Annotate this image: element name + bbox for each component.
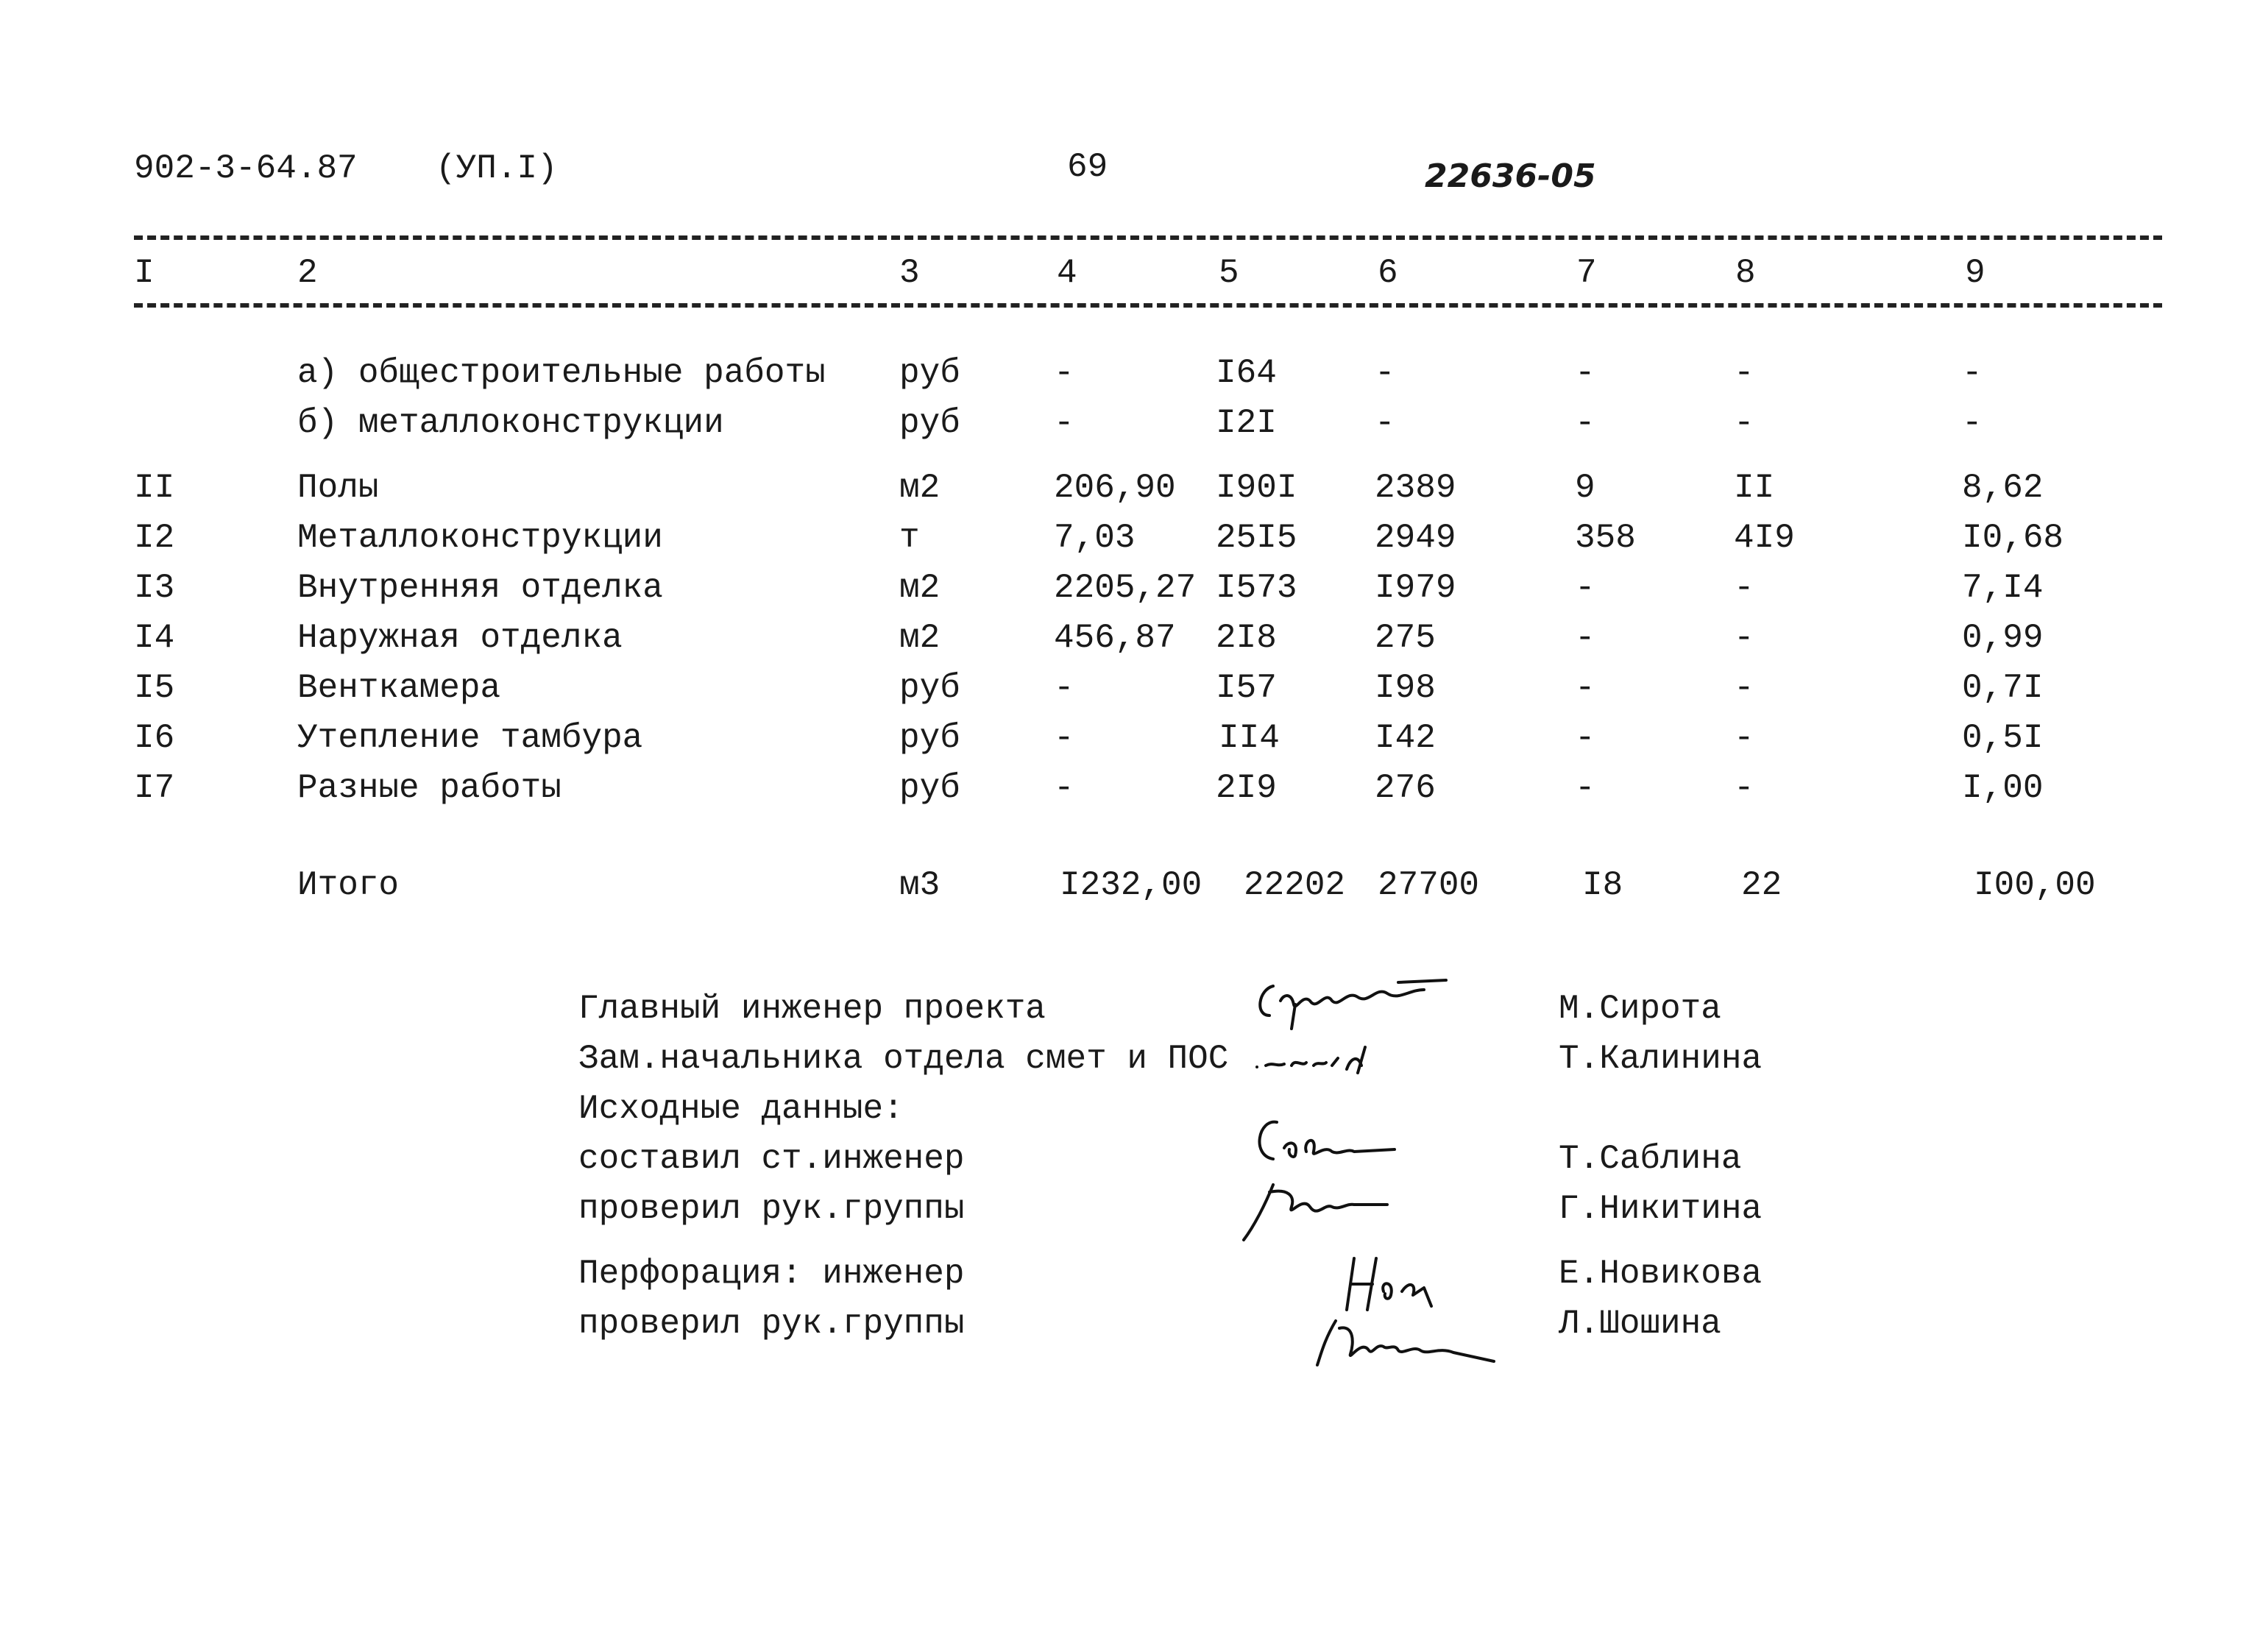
value-col8: - [1734, 354, 1754, 392]
quantity: 2205,27 [1054, 569, 1197, 607]
signature-kalinina [1251, 1036, 1398, 1080]
unit: т [899, 519, 920, 557]
document-code: 902-3-64.87 [134, 149, 358, 188]
row-number: I5 [134, 669, 175, 707]
cost-col6: I979 [1375, 569, 1456, 607]
signature-novikova [1332, 1251, 1464, 1317]
signatory-name: Е.Новикова [1559, 1255, 1763, 1293]
unit: м2 [899, 619, 941, 657]
value-col7: 358 [1575, 519, 1636, 557]
work-name: Наружная отделка [297, 619, 623, 657]
signature-sablina [1244, 1111, 1420, 1177]
work-name: Внутренняя отделка [297, 569, 663, 607]
signature-role: Главный инженер проекта [578, 990, 1046, 1028]
cost-col5: II4 [1219, 719, 1280, 757]
value-col8: - [1734, 669, 1754, 707]
work-name: Утепление тамбура [297, 719, 643, 757]
signature-role: Зам.начальника отдела смет и ПОС [578, 1040, 1229, 1078]
table-top-rule [134, 235, 2162, 240]
total-cost-col6: 27700 [1378, 866, 1480, 904]
work-name: а) общестроительные работы [297, 354, 826, 392]
column-number-4: 4 [1057, 254, 1077, 292]
value-col7: - [1575, 719, 1595, 757]
value-col8: - [1734, 404, 1754, 442]
total-value-col7: I8 [1582, 866, 1623, 904]
signature-sirota [1251, 971, 1457, 1030]
percent: I0,68 [1962, 519, 2064, 557]
cost-col6: I98 [1375, 669, 1436, 707]
row-number: I3 [134, 569, 175, 607]
value-col7: 9 [1575, 469, 1595, 507]
cost-col6: - [1375, 354, 1395, 392]
work-name: Металлоконструкции [297, 519, 663, 557]
total-unit: м3 [899, 866, 941, 904]
percent: I,00 [1962, 769, 2044, 807]
cost-col6: 2389 [1375, 469, 1456, 507]
cost-col5: 2I9 [1216, 769, 1277, 807]
work-name: б) металлоконструкции [297, 404, 724, 442]
value-col7: - [1575, 354, 1595, 392]
total-percent: I00,00 [1974, 866, 2096, 904]
work-name: Венткамера [297, 669, 501, 707]
percent: 7,I4 [1962, 569, 2044, 607]
row-number: II [134, 469, 175, 507]
value-col7: - [1575, 769, 1595, 807]
percent: 0,7I [1962, 669, 2044, 707]
row-number: I4 [134, 619, 175, 657]
signature-role: проверил рук.группы [578, 1190, 965, 1228]
signature-shoshina [1310, 1310, 1501, 1376]
value-col8: - [1734, 569, 1754, 607]
cost-col6: 2949 [1375, 519, 1456, 557]
quantity: - [1054, 354, 1074, 392]
value-col7: - [1575, 404, 1595, 442]
quantity: - [1054, 669, 1074, 707]
cost-col5: 2I8 [1216, 619, 1277, 657]
value-col8: 4I9 [1734, 519, 1795, 557]
column-number-7: 7 [1576, 254, 1597, 292]
quantity: 7,03 [1054, 519, 1136, 557]
quantity: - [1054, 769, 1074, 807]
unit: руб [899, 769, 960, 807]
total-value-col8: 22 [1741, 866, 1782, 904]
cost-col5: I64 [1216, 354, 1277, 392]
cost-col6: 275 [1375, 619, 1436, 657]
cost-col5: I90I [1216, 469, 1297, 507]
value-col8: - [1734, 719, 1754, 757]
unit: руб [899, 719, 960, 757]
column-number-3: 3 [899, 254, 920, 292]
percent: - [1962, 354, 1983, 392]
cost-col6: I42 [1375, 719, 1436, 757]
cost-col5: I2I [1216, 404, 1277, 442]
column-number-1: I [134, 254, 155, 292]
column-number-6: 6 [1378, 254, 1398, 292]
total-cost-col5: 22202 [1244, 866, 1346, 904]
unit: м2 [899, 569, 941, 607]
signature-role: составил ст.инженер [578, 1140, 965, 1178]
total-quantity: I232,00 [1060, 866, 1202, 904]
signature-role: проверил рук.группы [578, 1305, 965, 1343]
cost-col5: I57 [1216, 669, 1277, 707]
signature-nikitina [1236, 1174, 1406, 1247]
cost-col5: I573 [1216, 569, 1297, 607]
value-col7: - [1575, 669, 1595, 707]
value-col8: - [1734, 769, 1754, 807]
inventory-number: 22636-05 [1425, 157, 1596, 195]
work-name: Разные работы [297, 769, 562, 807]
album-label: (УП.I) [436, 149, 558, 188]
row-number: I6 [134, 719, 175, 757]
row-number: I2 [134, 519, 175, 557]
column-number-5: 5 [1219, 254, 1239, 292]
cost-col6: 276 [1375, 769, 1436, 807]
unit: руб [899, 404, 960, 442]
percent: 0,99 [1962, 619, 2044, 657]
unit: руб [899, 669, 960, 707]
column-number-9: 9 [1965, 254, 1986, 292]
percent: - [1962, 404, 1983, 442]
value-col7: - [1575, 619, 1595, 657]
column-number-8: 8 [1735, 254, 1756, 292]
work-name: Полы [297, 469, 379, 507]
signatory-name: Т.Саблина [1559, 1140, 1742, 1178]
unit: м2 [899, 469, 941, 507]
page-number: 69 [1067, 148, 1108, 186]
row-number: I7 [134, 769, 175, 807]
unit: руб [899, 354, 960, 392]
table-header-rule [134, 303, 2162, 308]
signatory-name: М.Сирота [1559, 990, 1721, 1028]
quantity: - [1054, 404, 1074, 442]
signatory-name: Г.Никитина [1559, 1190, 1763, 1228]
value-col7: - [1575, 569, 1595, 607]
quantity: - [1054, 719, 1074, 757]
percent: 8,62 [1962, 469, 2044, 507]
signature-role: Перфорация: инженер [578, 1255, 965, 1293]
cost-col6: - [1375, 404, 1395, 442]
column-number-2: 2 [297, 254, 318, 292]
value-col8: II [1734, 469, 1775, 507]
percent: 0,5I [1962, 719, 2044, 757]
signatory-name: Т.Калинина [1559, 1040, 1763, 1078]
quantity: 206,90 [1054, 469, 1176, 507]
signature-role: Исходные данные: [578, 1090, 904, 1128]
signatory-name: Л.Шошина [1559, 1305, 1721, 1343]
total-work-name: Итого [297, 866, 400, 904]
cost-col5: 25I5 [1216, 519, 1297, 557]
value-col8: - [1734, 619, 1754, 657]
quantity: 456,87 [1054, 619, 1176, 657]
